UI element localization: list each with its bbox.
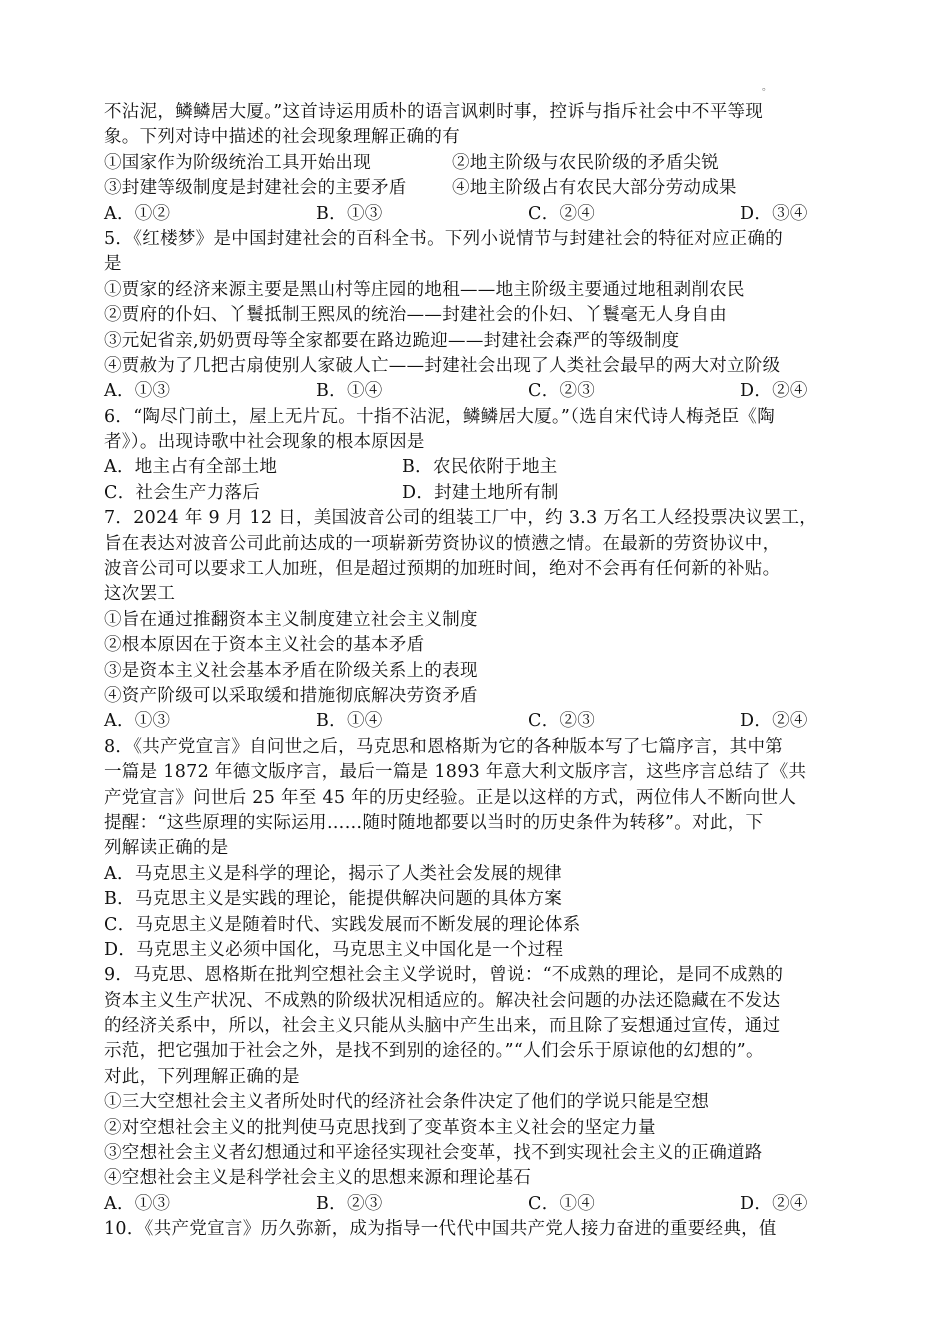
- option-a: A．马克思主义是科学的理论，揭示了人类社会发展的规律: [104, 863, 562, 884]
- option-c: C．社会生产力落后: [104, 482, 261, 503]
- question-stem-line: 波音公司可以要求工人加班，但是超过预期的加班时间，绝对不会再有任何新的补贴。: [104, 559, 781, 580]
- option-a: A．①③: [104, 711, 171, 732]
- question-stem-line: 产党宣言》问世后 25 年至 45 年的历史经验。正是以这样的方式，两位伟人不断向世人: [104, 787, 797, 808]
- option-d: D．③④: [740, 203, 808, 224]
- option-b: B．①③: [316, 203, 383, 224]
- question-stem-line: 是: [104, 254, 122, 275]
- question-stem-line: 不沾泥，鳞鳞居大厦。”这首诗运用质朴的语言讽刺时事，控诉与指斥社会中不平等现: [104, 102, 764, 122]
- option-b: B．农民依附于地主: [402, 457, 558, 478]
- question-stem-line: 的经济关系中，所以，社会主义只能从头脑中产生出来，而且除了妄想通过宣传，通过: [104, 1016, 781, 1037]
- question-stem-line: 5．《红楼梦》是中国封建社会的百科全书。下列小说情节与封建社会的特征对应正确的: [104, 228, 784, 249]
- question-stem-line: 一篇是 1872 年德文版序言，最后一篇是 1893 年意大利文版序言，这些序言总结了《共: [104, 762, 807, 783]
- question-5: [104, 227, 850, 405]
- answer-options: [104, 379, 850, 404]
- statement: ③元妃省亲,奶奶贾母等全家都要在路边跪迎——封建社会森严的等级制度: [104, 330, 680, 351]
- option-b: B．②③: [316, 1193, 383, 1214]
- option-b: B．马克思主义是实践的理论，能提供解决问题的具体方案: [104, 889, 563, 910]
- question-9: [104, 963, 850, 1217]
- answer-options: [104, 202, 850, 227]
- statement: ①三大空想社会主义者所处时代的经济社会条件决定了他们的学说只能是空想: [104, 1092, 710, 1113]
- statement: ②对空想社会主义的批判使马克思找到了变革资本主义社会的坚定力量: [104, 1117, 656, 1138]
- statement: ③空想社会主义者幻想通过和平途径实现社会变革，找不到实现社会主义的正确道路: [104, 1143, 763, 1164]
- question-stem-line: 列解读正确的是: [104, 838, 229, 859]
- option-c: C．②④: [528, 203, 596, 224]
- statement: ④资产阶级可以采取缓和措施彻底解决劳资矛盾: [104, 685, 478, 706]
- answer-options: [104, 1192, 850, 1217]
- statement: ④地主阶级占有农民大部分劳动成果: [452, 178, 737, 199]
- answer-options: [104, 709, 850, 734]
- statement: ③封建等级制度是封建社会的主要矛盾: [104, 178, 407, 199]
- option-d: D．马克思主义必须中国化，马克思主义中国化是一个过程: [104, 939, 564, 960]
- question-8: [104, 735, 850, 964]
- option-c: C．①④: [528, 1193, 596, 1214]
- option-d: D．②④: [740, 711, 808, 732]
- question-stem-line: 对此，下列理解正确的是: [104, 1066, 300, 1087]
- question-stem-line: 者》）。出现诗歌中社会现象的根本原因是: [104, 432, 425, 453]
- question-stem-line: 旨在表达对波音公司此前达成的一项崭新劳资协议的愤懑之情。在最新的劳资协议中，: [104, 533, 781, 554]
- statement: ②根本原因在于资本主义社会的基本矛盾: [104, 635, 425, 656]
- question-content: [104, 100, 850, 1243]
- question-stem-line: 6．“陶尽门前土，屋上无片瓦。十指不沾泥，鳞鳞居大厦。”（选自宋代诗人梅尧臣《陶: [104, 406, 776, 427]
- question-10: [104, 1217, 850, 1242]
- statement: ④贾赦为了几把古扇使别人家破人亡——封建社会出现了人类社会最早的两大对立阶级: [104, 355, 781, 376]
- option-b: B．①④: [316, 711, 383, 732]
- option-c: C．马克思主义是随着时代、实践发展而不断发展的理论体系: [104, 914, 581, 935]
- statement-row: [104, 176, 850, 201]
- option-d: D．②④: [740, 1193, 808, 1214]
- question-stem-line: 7．2024 年 9 月 12 日，美国波音公司的组装工厂中，约 3.3 万名工人经投票决议罢工，: [104, 508, 818, 529]
- question-stem-line: 10．《共产党宣言》历久弥新，成为指导一代代中国共产党人接力奋进的重要经典，值: [104, 1219, 777, 1240]
- statement: ④空想社会主义是科学社会主义的思想来源和理论基石: [104, 1168, 532, 1189]
- question-stem-line: 资本主义生产状况、不成熟的阶级状况相适应的。解决社会问题的办法还隐藏在不发达: [104, 990, 781, 1011]
- option-a: A．①③: [104, 381, 171, 402]
- statement: ③是资本主义社会基本矛盾在阶级关系上的表现: [104, 660, 478, 681]
- statement: ①贾家的经济来源主要是黑山村等庄园的地租——地主阶级主要通过地租剥削农民: [104, 279, 745, 300]
- question-stem-line: 8．《共产党宣言》自问世之后，马克思和恩格斯为它的各种版本写了七篇序言，其中第: [104, 736, 784, 757]
- option-a: A．①③: [104, 1193, 171, 1214]
- option-c: C．②③: [528, 381, 596, 402]
- statement: ②地主阶级与农民阶级的矛盾尖锐: [452, 152, 719, 173]
- option-a: A．地主占有全部土地: [104, 457, 278, 478]
- question-4: [104, 100, 850, 227]
- option-b: B．①④: [316, 381, 383, 402]
- statement: ②贾府的仆妇、丫鬟抵制王熙凤的统治——封建社会的仆妇、丫鬟毫无人身自由: [104, 305, 727, 326]
- question-stem-line: 象。下列对诗中描述的社会现象理解正确的有: [104, 127, 460, 148]
- option-c: C．②③: [528, 711, 596, 732]
- option-d: D．②④: [740, 381, 808, 402]
- question-stem-line: 这次罢工: [104, 584, 176, 605]
- option-a: A．①②: [104, 203, 171, 224]
- statement-row: [104, 151, 850, 176]
- option-d: D．封建土地所有制: [402, 482, 559, 503]
- statement: ①旨在通过推翻资本主义制度建立社会主义制度: [104, 609, 478, 630]
- statement: ①国家作为阶级统治工具开始出现: [104, 152, 371, 173]
- header-mark: 。: [762, 82, 773, 93]
- answer-options: [104, 455, 850, 480]
- answer-options: [104, 481, 850, 506]
- question-stem-line: 提醒：“这些原理的实际运用……随时随地都要以当时的历史条件为转移”。对此，下: [104, 812, 764, 833]
- question-7: [104, 506, 850, 735]
- question-stem-line: 9．马克思、恩格斯在批判空想社会主义学说时，曾说：“不成熟的理论，是同不成熟的: [104, 965, 784, 986]
- question-6: [104, 405, 850, 507]
- question-stem-line: 示范，把它强加于社会之外，是找不到别的途径的。”“人们会乐于原谅他的幻想的”。: [104, 1041, 764, 1062]
